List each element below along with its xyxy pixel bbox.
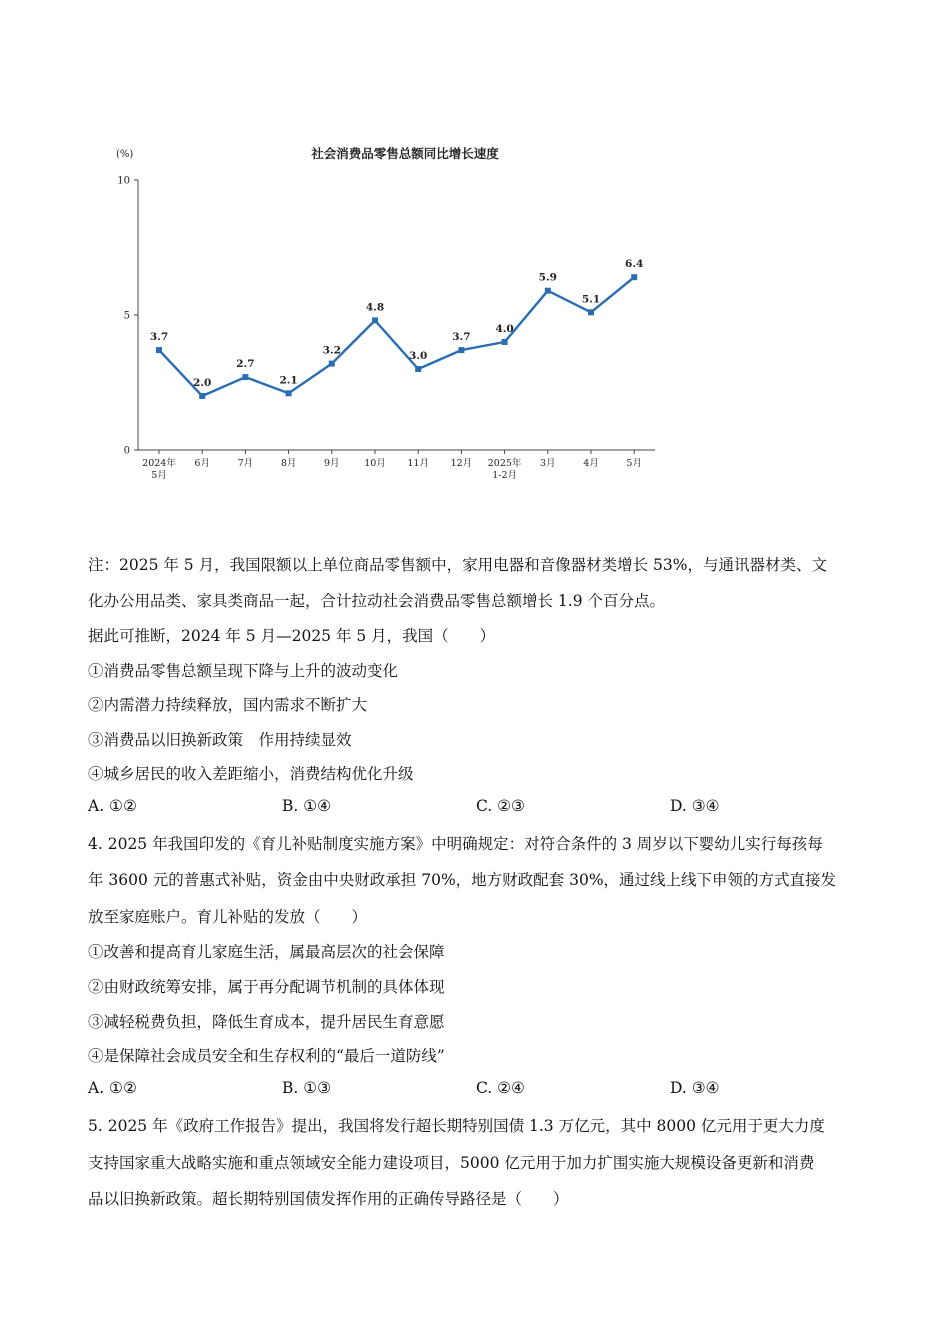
data-label: 5.1 (581, 293, 601, 306)
x-tick-label (407, 458, 429, 469)
chart-ticks (117, 176, 642, 482)
data-label: 4.8 (365, 301, 385, 314)
chart-axes (138, 180, 655, 450)
x-tick-label-line: 4月 (583, 458, 599, 469)
q3-option-c[interactable]: C. ②③ (476, 797, 525, 815)
x-tick-label (142, 457, 176, 481)
x-tick-label-line: 7月 (237, 458, 254, 469)
x-tick-label-line: 2025年 (487, 458, 522, 469)
data-point (286, 390, 292, 396)
data-label: 3.0 (409, 350, 428, 362)
q5-line-3: 品以旧换新政策。超长期特别国债发挥作用的正确传导路径是（ ） (88, 1190, 569, 1208)
q4-item-3: ③减轻税费负担，降低生育成本，提升居民生育意愿 (88, 1013, 445, 1031)
x-tick-label (194, 458, 210, 469)
q4-option-a[interactable]: A. ①② (88, 1079, 137, 1097)
q4-line-3: 放至家庭账户。育儿补贴的发放（ ） (88, 908, 368, 926)
x-tick-label-line: 11月 (407, 458, 429, 469)
data-point (631, 274, 637, 280)
data-point (156, 347, 162, 353)
x-tick-label (540, 458, 556, 469)
data-label: 3.7 (149, 331, 169, 344)
data-label: 6.4 (625, 258, 644, 271)
x-tick-label-line: 12月 (450, 458, 473, 469)
q3-stem: 据此可推断，2024 年 5 月—2025 年 5 月，我国（ ） (88, 627, 496, 645)
x-tick-label-line: 1-2月 (492, 470, 518, 481)
x-tick-label-line: 2024年 (142, 458, 176, 469)
x-tick-label (451, 458, 473, 469)
data-label: 2.7 (236, 358, 255, 371)
q3-item-4: ④城乡居民的收入差距缩小，消费结构优化升级 (88, 765, 414, 783)
x-tick-label (364, 458, 386, 469)
x-tick-label-line: 8月 (280, 458, 297, 469)
q3-item-1: ①消费品零售总额呈现下降与上升的波动变化 (88, 662, 399, 680)
series-line (159, 277, 634, 396)
q3-option-d[interactable]: D. ③④ (670, 797, 720, 815)
data-label: 2.1 (279, 374, 298, 387)
q3-item-2: ②内需潜力持续释放，国内需求不断扩大 (88, 696, 368, 714)
data-point (545, 288, 551, 294)
q4-option-c[interactable]: C. ②④ (476, 1079, 525, 1097)
data-label: 4.0 (495, 323, 514, 335)
data-point (199, 393, 205, 399)
q4-line-2: 年 3600 元的普惠式补贴，资金由中央财政承担 70%，地方财政配套 30%，通过线上线下申领的方式直接发 (88, 871, 837, 889)
chart-note-line-1: 注：2025 年 5 月，我国限额以上单位商品零售额中，家用电器和音像器材类增长 53%，与通讯器材类、文 (88, 556, 827, 574)
x-tick-label (238, 458, 254, 469)
data-label: 5.9 (538, 271, 557, 284)
data-label: 3.2 (322, 344, 341, 357)
q5-line-1: 5. 2025 年《政府工作报告》提出，我国将发行超长期特别国债 1.3 万亿元，其中 8000 亿元用于更大力度 (88, 1117, 825, 1135)
x-tick-label-line: 3月 (540, 458, 556, 469)
q4-item-4: ④是保障社会成员安全和生存权利的“最后一道防线” (88, 1047, 445, 1065)
y-tick-label: 10 (117, 175, 130, 187)
x-tick-label-line: 9月 (324, 458, 340, 469)
data-point (458, 347, 464, 353)
x-tick-label-line: 5月 (626, 458, 642, 469)
x-tick-label-line: 10月 (364, 458, 386, 469)
q3-item-3: ③消费品以旧换新政策 作用持续显效 (88, 731, 352, 749)
chart-series (159, 277, 634, 396)
chart-data-labels (150, 258, 643, 389)
q4-option-b[interactable]: B. ①③ (282, 1079, 332, 1097)
chart-points (156, 271, 637, 399)
data-point (329, 361, 335, 367)
chart-title: 社会消费品零售总额同比增长速度 (311, 146, 499, 161)
y-axis-unit: (%) (116, 149, 134, 160)
x-tick-label-line: 6月 (194, 458, 210, 469)
data-label: 3.7 (452, 331, 471, 344)
x-tick-label (488, 457, 522, 481)
x-tick-label (281, 458, 297, 469)
x-tick-label (626, 458, 642, 469)
data-point (588, 309, 594, 315)
data-point (372, 317, 378, 323)
q4-item-2: ②由财政统筹安排，属于再分配调节机制的具体体现 (88, 978, 445, 996)
data-point (502, 339, 508, 345)
x-tick-label-line: 5月 (151, 470, 167, 481)
y-tick-label: 0 (123, 445, 130, 457)
q4-line-1: 4. 2025 年我国印发的《育儿补贴制度实施方案》中明确规定：对符合条件的 3 周岁以下婴幼儿实行每孩每 (88, 835, 823, 853)
x-tick-label (583, 458, 599, 469)
data-point (415, 366, 421, 372)
data-label: 2.0 (193, 377, 212, 389)
q4-item-1: ①改善和提高育儿家庭生活，属最高层次的社会保障 (88, 943, 445, 961)
q3-option-b[interactable]: B. ①④ (282, 797, 332, 815)
q4-option-d[interactable]: D. ③④ (670, 1079, 720, 1097)
y-tick-label: 5 (123, 310, 130, 322)
q3-option-a[interactable]: A. ①② (88, 797, 137, 815)
x-tick-label (324, 458, 340, 469)
q5-line-2: 支持国家重大战略实施和重点领域安全能力建设项目，5000 亿元用于加力扩围实施大规模设备更新和消费 (88, 1154, 815, 1172)
data-point (242, 374, 248, 380)
retail-sales-growth-chart (100, 140, 680, 500)
chart-note-line-2: 化办公用品类、家具类商品一起，合计拉动社会消费品零售总额增长 1.9 个百分点。 (88, 592, 666, 610)
